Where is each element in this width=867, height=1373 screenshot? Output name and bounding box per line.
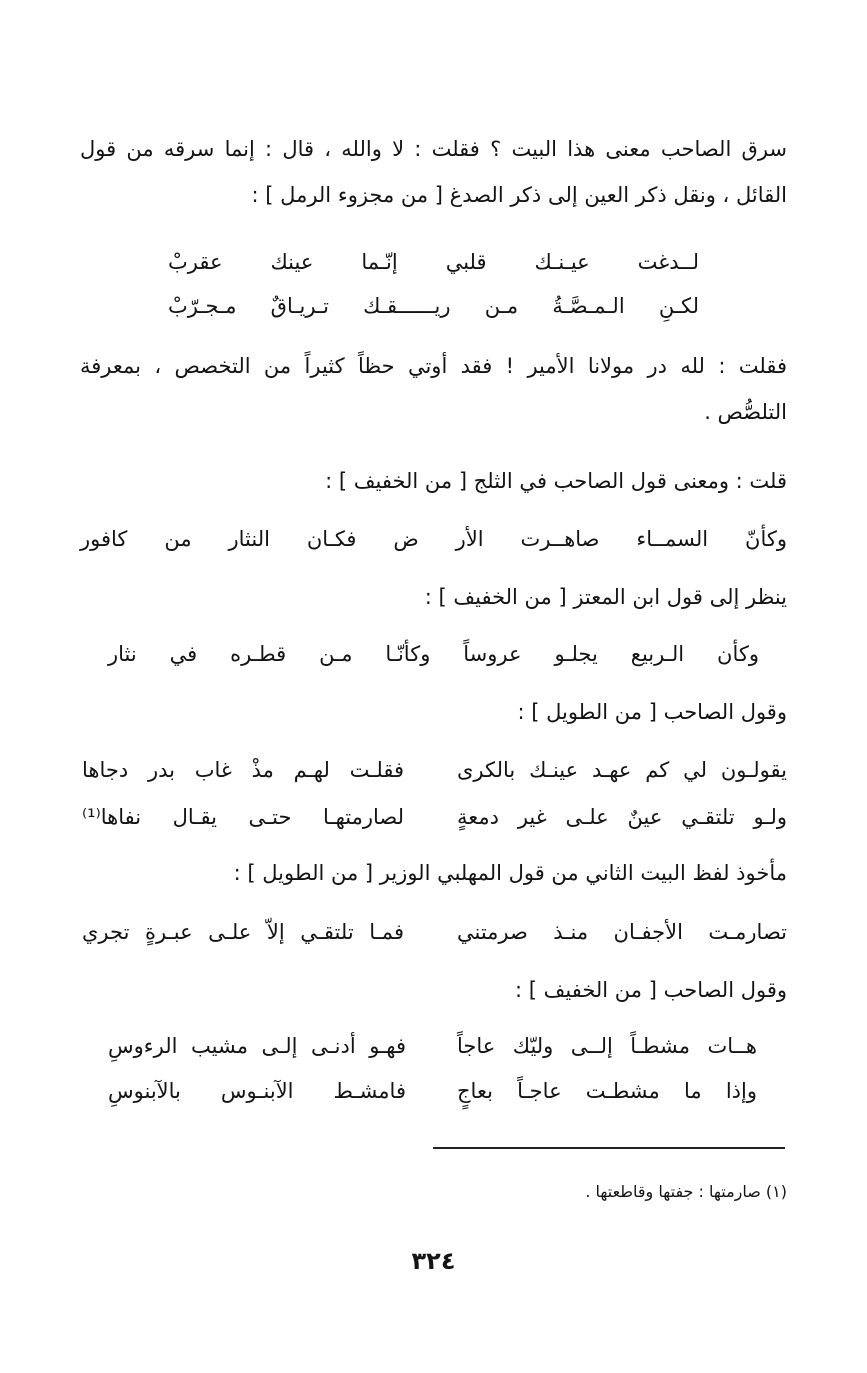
poem-verse: لكـنِ الـمـصَّـةُ مـن ريــــــقـك تـريـاقٌ مـجـرّبْ	[168, 294, 699, 318]
footnote: (١) صارمتها : جفتها وقاطعتها .	[585, 1182, 787, 1201]
page-number: ٣٢٤	[411, 1247, 456, 1275]
hemistich-right: هــات مشطـاً إلــى وليّك عاجاً	[457, 1034, 757, 1058]
hemistich-right: تصارمـت الأجفـان منـذ صرمتني	[457, 920, 787, 944]
poem-verse: وكأنّ السمــاء صاهــرت الأر ض فكـان النثار من كافور	[80, 527, 787, 551]
hemistich-right: ولـو تلتقـي عينٌ علـى غير دمعةٍ	[457, 805, 787, 829]
hemistich-right: يقولـون لي كم عهـد عينـك بالكرى	[457, 758, 787, 782]
paragraph-line: قلت : ومعنى قول الصاحب في الثلج [ من الخفيف ] :	[325, 469, 787, 493]
poem-verse: لــدغت عيـنـك قلبي إنّـما عينك عقربْ	[168, 250, 699, 274]
hemistich-left: فقلـت لهـم مذْ غاب بدر دجاها	[82, 758, 404, 782]
paragraph-line: وقول الصاحب [ من الخفيف ] :	[515, 978, 787, 1002]
hemistich-right: وإذا ما مشطـت عاجـاً بعاجٍ	[457, 1079, 757, 1103]
hemistich-left: لصارمتهـا حتـى يقـال نفاها⁽¹⁾	[82, 805, 404, 829]
hemistich-left: فهـو أدنـى إلـى مشيب الرءوسِ	[108, 1034, 406, 1058]
paragraph-line: مأخوذ لفظ البيت الثاني من قول المهلبي الوزير [ من الطويل ] :	[233, 861, 787, 885]
paragraph-line: القائل ، ونقل ذكر العين إلى ذكر الصدغ [ من مجزوء الرمل ] :	[251, 183, 787, 207]
paragraph-line: وقول الصاحب [ من الطويل ] :	[517, 700, 787, 724]
paragraph-line: التلصُّص .	[704, 400, 787, 424]
hemistich-left: فامشـط الآبنـوس بالآبنوسِ	[108, 1079, 406, 1103]
paragraph-line: فقلت : لله در مولانا الأمير ! فقد أوتي حظاً كثيراً من التخصص ، بمعرفة	[80, 354, 787, 378]
hemistich-left: فمـا تلتقـي إلاّ علـى عبـرةٍ تجري	[82, 920, 404, 944]
footnote-separator	[433, 1147, 785, 1149]
paragraph-line: سرق الصاحب معنى هذا البيت ؟ فقلت : لا والله ، قال : إنما سرقه من قول	[80, 137, 787, 161]
poem-verse: وكأن الـربيع يجلـو عروساً وكأنّـا مـن قطـره في نثار	[108, 642, 759, 666]
paragraph-line: ينظر إلى قول ابن المعتز [ من الخفيف ] :	[424, 585, 787, 609]
